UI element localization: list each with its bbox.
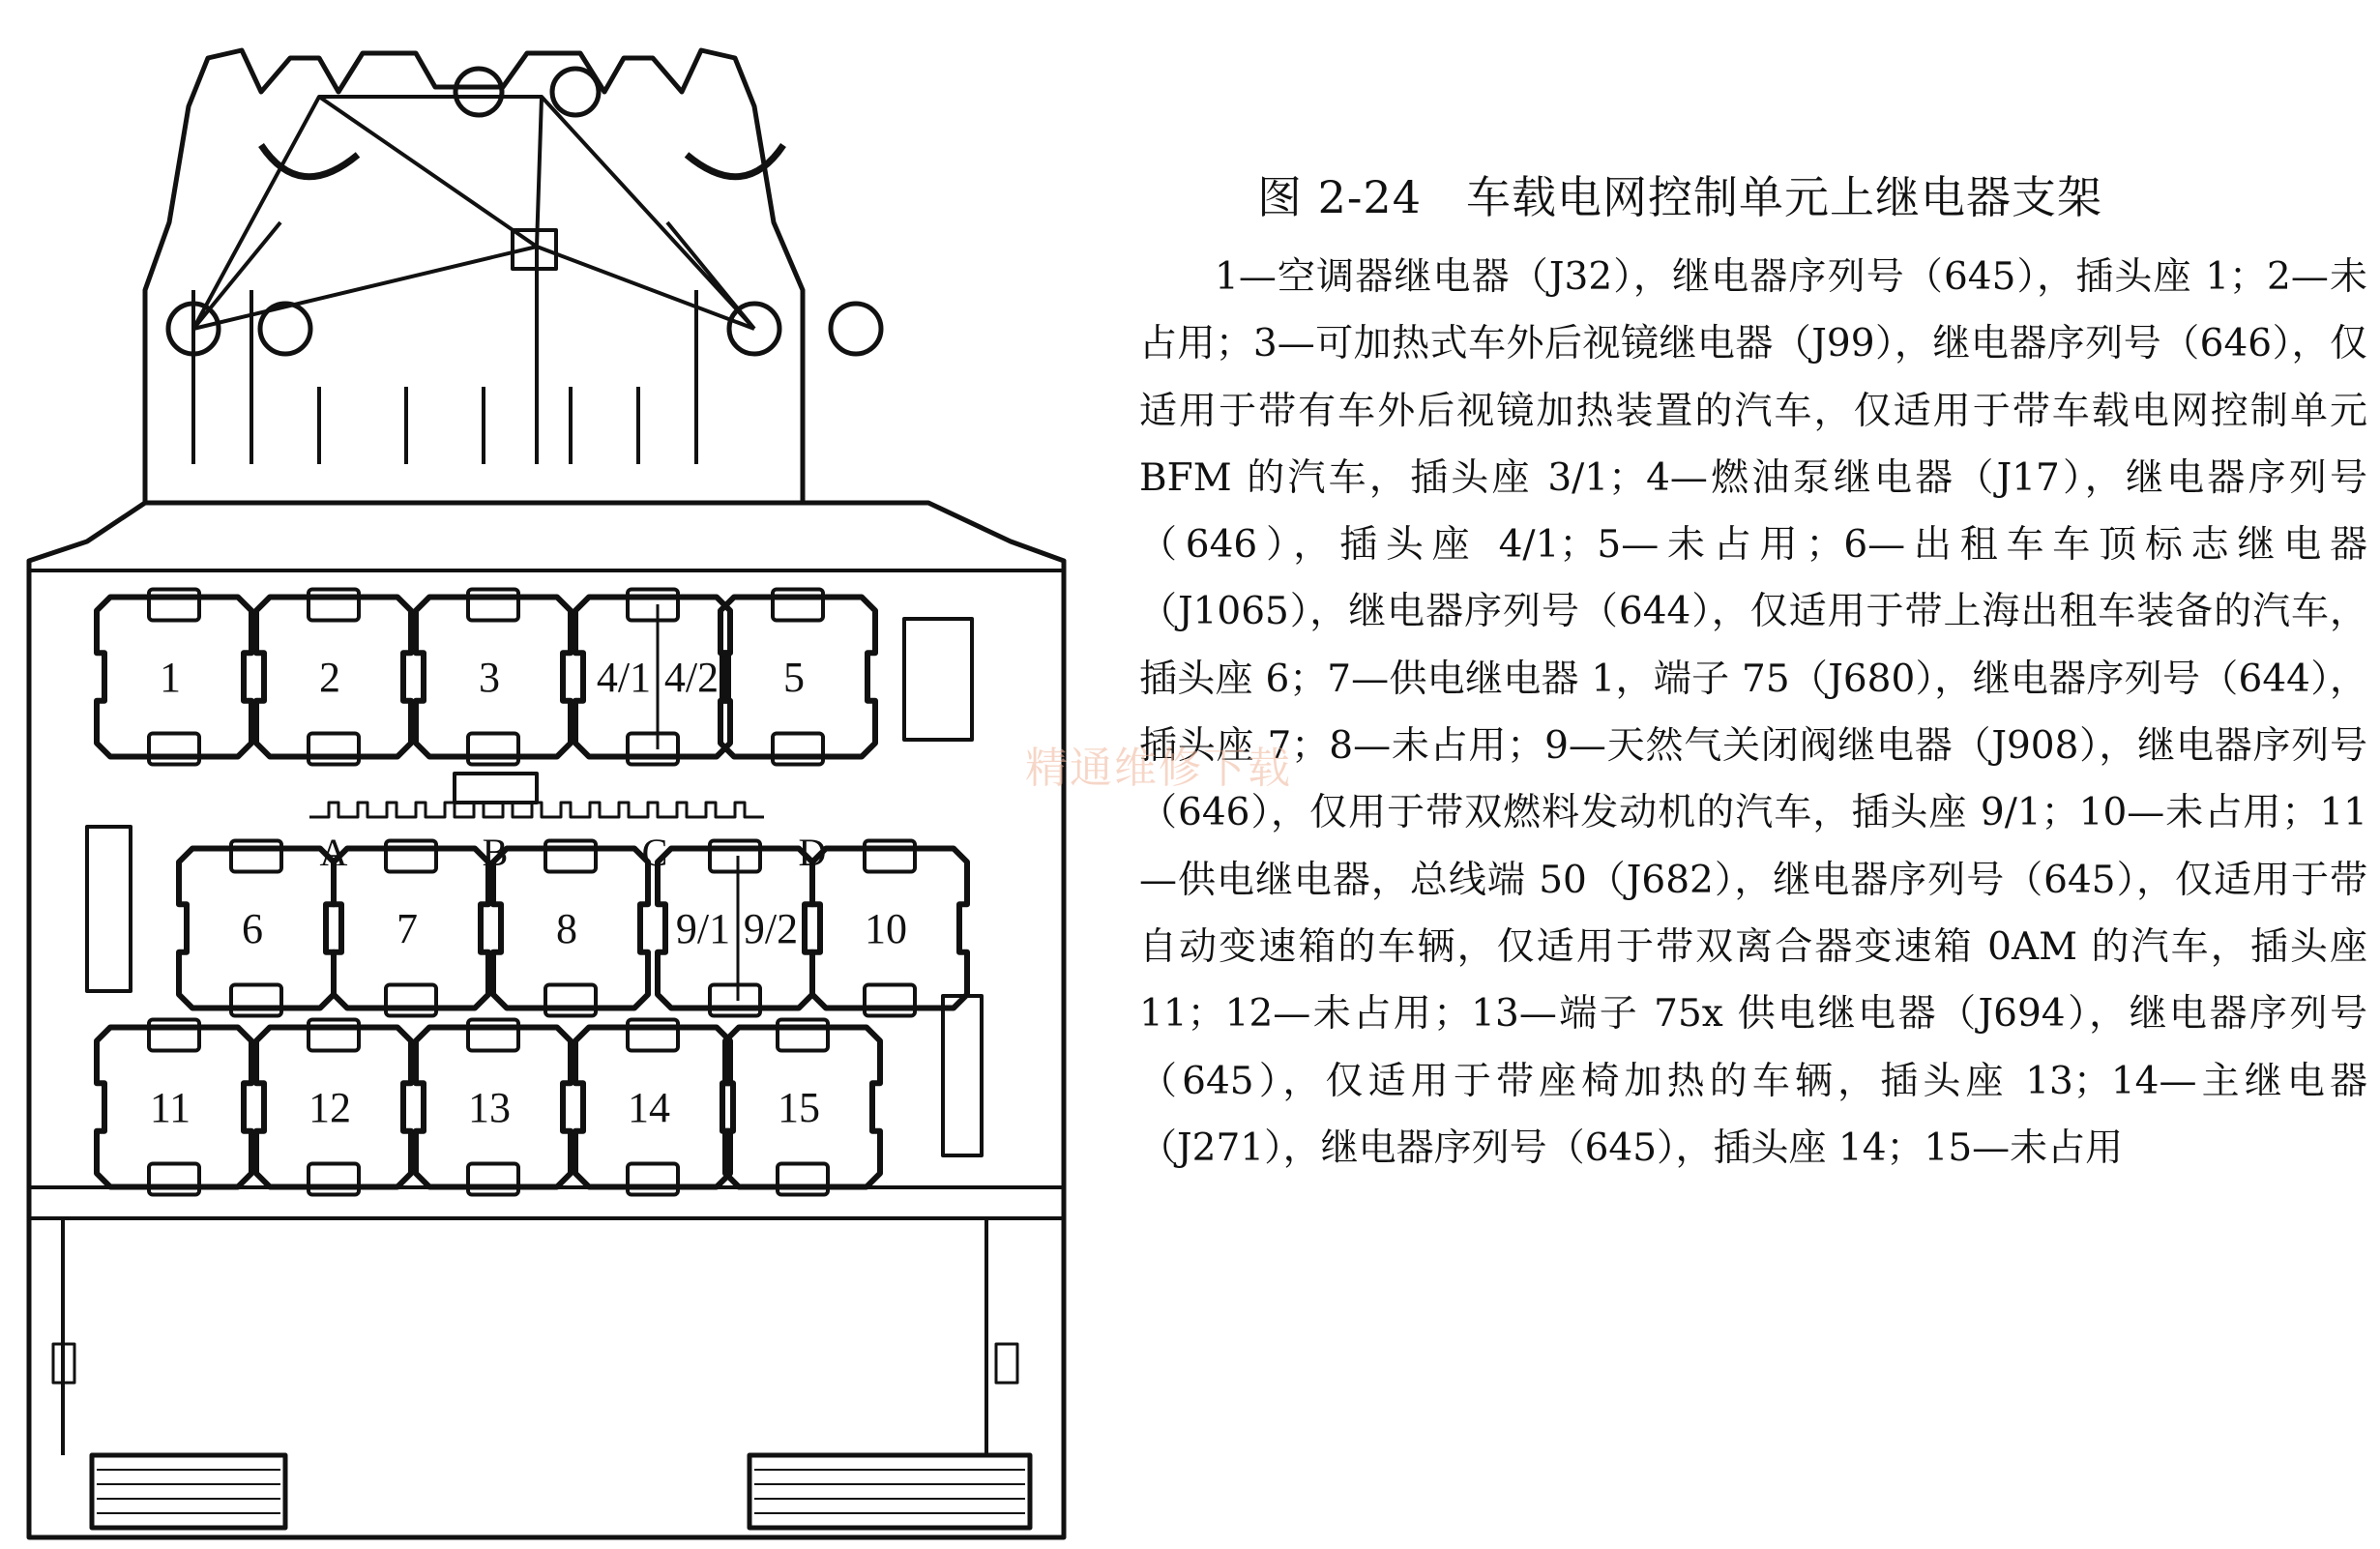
slot-label-2: 2 — [319, 654, 340, 701]
slot-label-4-2: 4/2 — [663, 654, 720, 701]
slot-label-10: 10 — [865, 905, 907, 952]
slot-label-14: 14 — [628, 1084, 670, 1131]
slot-label-15: 15 — [778, 1084, 820, 1131]
slot-label-11: 11 — [149, 1084, 191, 1131]
figure-caption — [1139, 162, 2367, 1182]
bracket-truss — [193, 97, 754, 464]
caption-title — [1257, 162, 2367, 226]
slot-label-4-1: 4/1 — [596, 654, 652, 701]
slot-label-8: 8 — [556, 905, 577, 952]
slot-label-1: 1 — [160, 654, 181, 701]
connector-letter-c: C — [641, 831, 668, 874]
slot-label-7: 7 — [397, 905, 418, 952]
connector-letter-d: D — [798, 831, 827, 874]
slot-label-6: 6 — [242, 905, 263, 952]
slot-label-13: 13 — [468, 1084, 511, 1131]
figure-number: 图 2-24 — [1257, 171, 1422, 223]
connector-letter-a: A — [319, 831, 348, 874]
slot-label-12: 12 — [309, 1084, 351, 1131]
slot-label-9-2: 9/2 — [743, 905, 799, 952]
slot-label-3: 3 — [479, 654, 500, 701]
relay-bracket-diagram — [0, 0, 1122, 1549]
caption-body: 1—空调器继电器（J32），继电器序列号（645），插头座 1；2—未占用；3—可加热式车外后视镜继电器（J99），继电器序列号（646），仅适用于带有车外后视镜加热装置的汽车，仅适用于带车载电网控制单元 BFM 的汽车，插头座 3/1；4—燃油泵继电器（J17），继电器序列号（646），插头座 4/1；5—未占用；6—出租车车顶标志继电器（J1065），继电器序列号（644），仅适用于带上海出租车装备的汽车，插头座 6；7—供电继电器 1，端子 75（J680），继电器序列号（644），插头座 7；8—未占用；9—天然气关闭阀继电器（J908），继电器序列号（646），仅用于带双燃料发动机的汽车，插头座 9/1；10—未占用；11—供电继电器，总线端 50（J682），继电器序列号（645），仅适用于带自动变速箱的车辆，仅适用于带双离合器变速箱 0AM 的汽车，插头座 11；12—未占用；13—端子 75x 供电继电器（J694），继电器序列号（645），仅适用于带座椅加热的车辆，插头座 13；14—主继电器（J271），继电器序列号（645），插头座 14；15—未占用 — [1139, 255, 2367, 1170]
figure-title: 车载电网控制单元上继电器支架 — [1465, 171, 2102, 223]
watermark: 精通维修下载 — [1025, 744, 1292, 793]
slot-label-9-1: 9/1 — [675, 905, 731, 952]
slot-label-5: 5 — [783, 654, 805, 701]
connector-letter-b: B — [482, 831, 509, 874]
